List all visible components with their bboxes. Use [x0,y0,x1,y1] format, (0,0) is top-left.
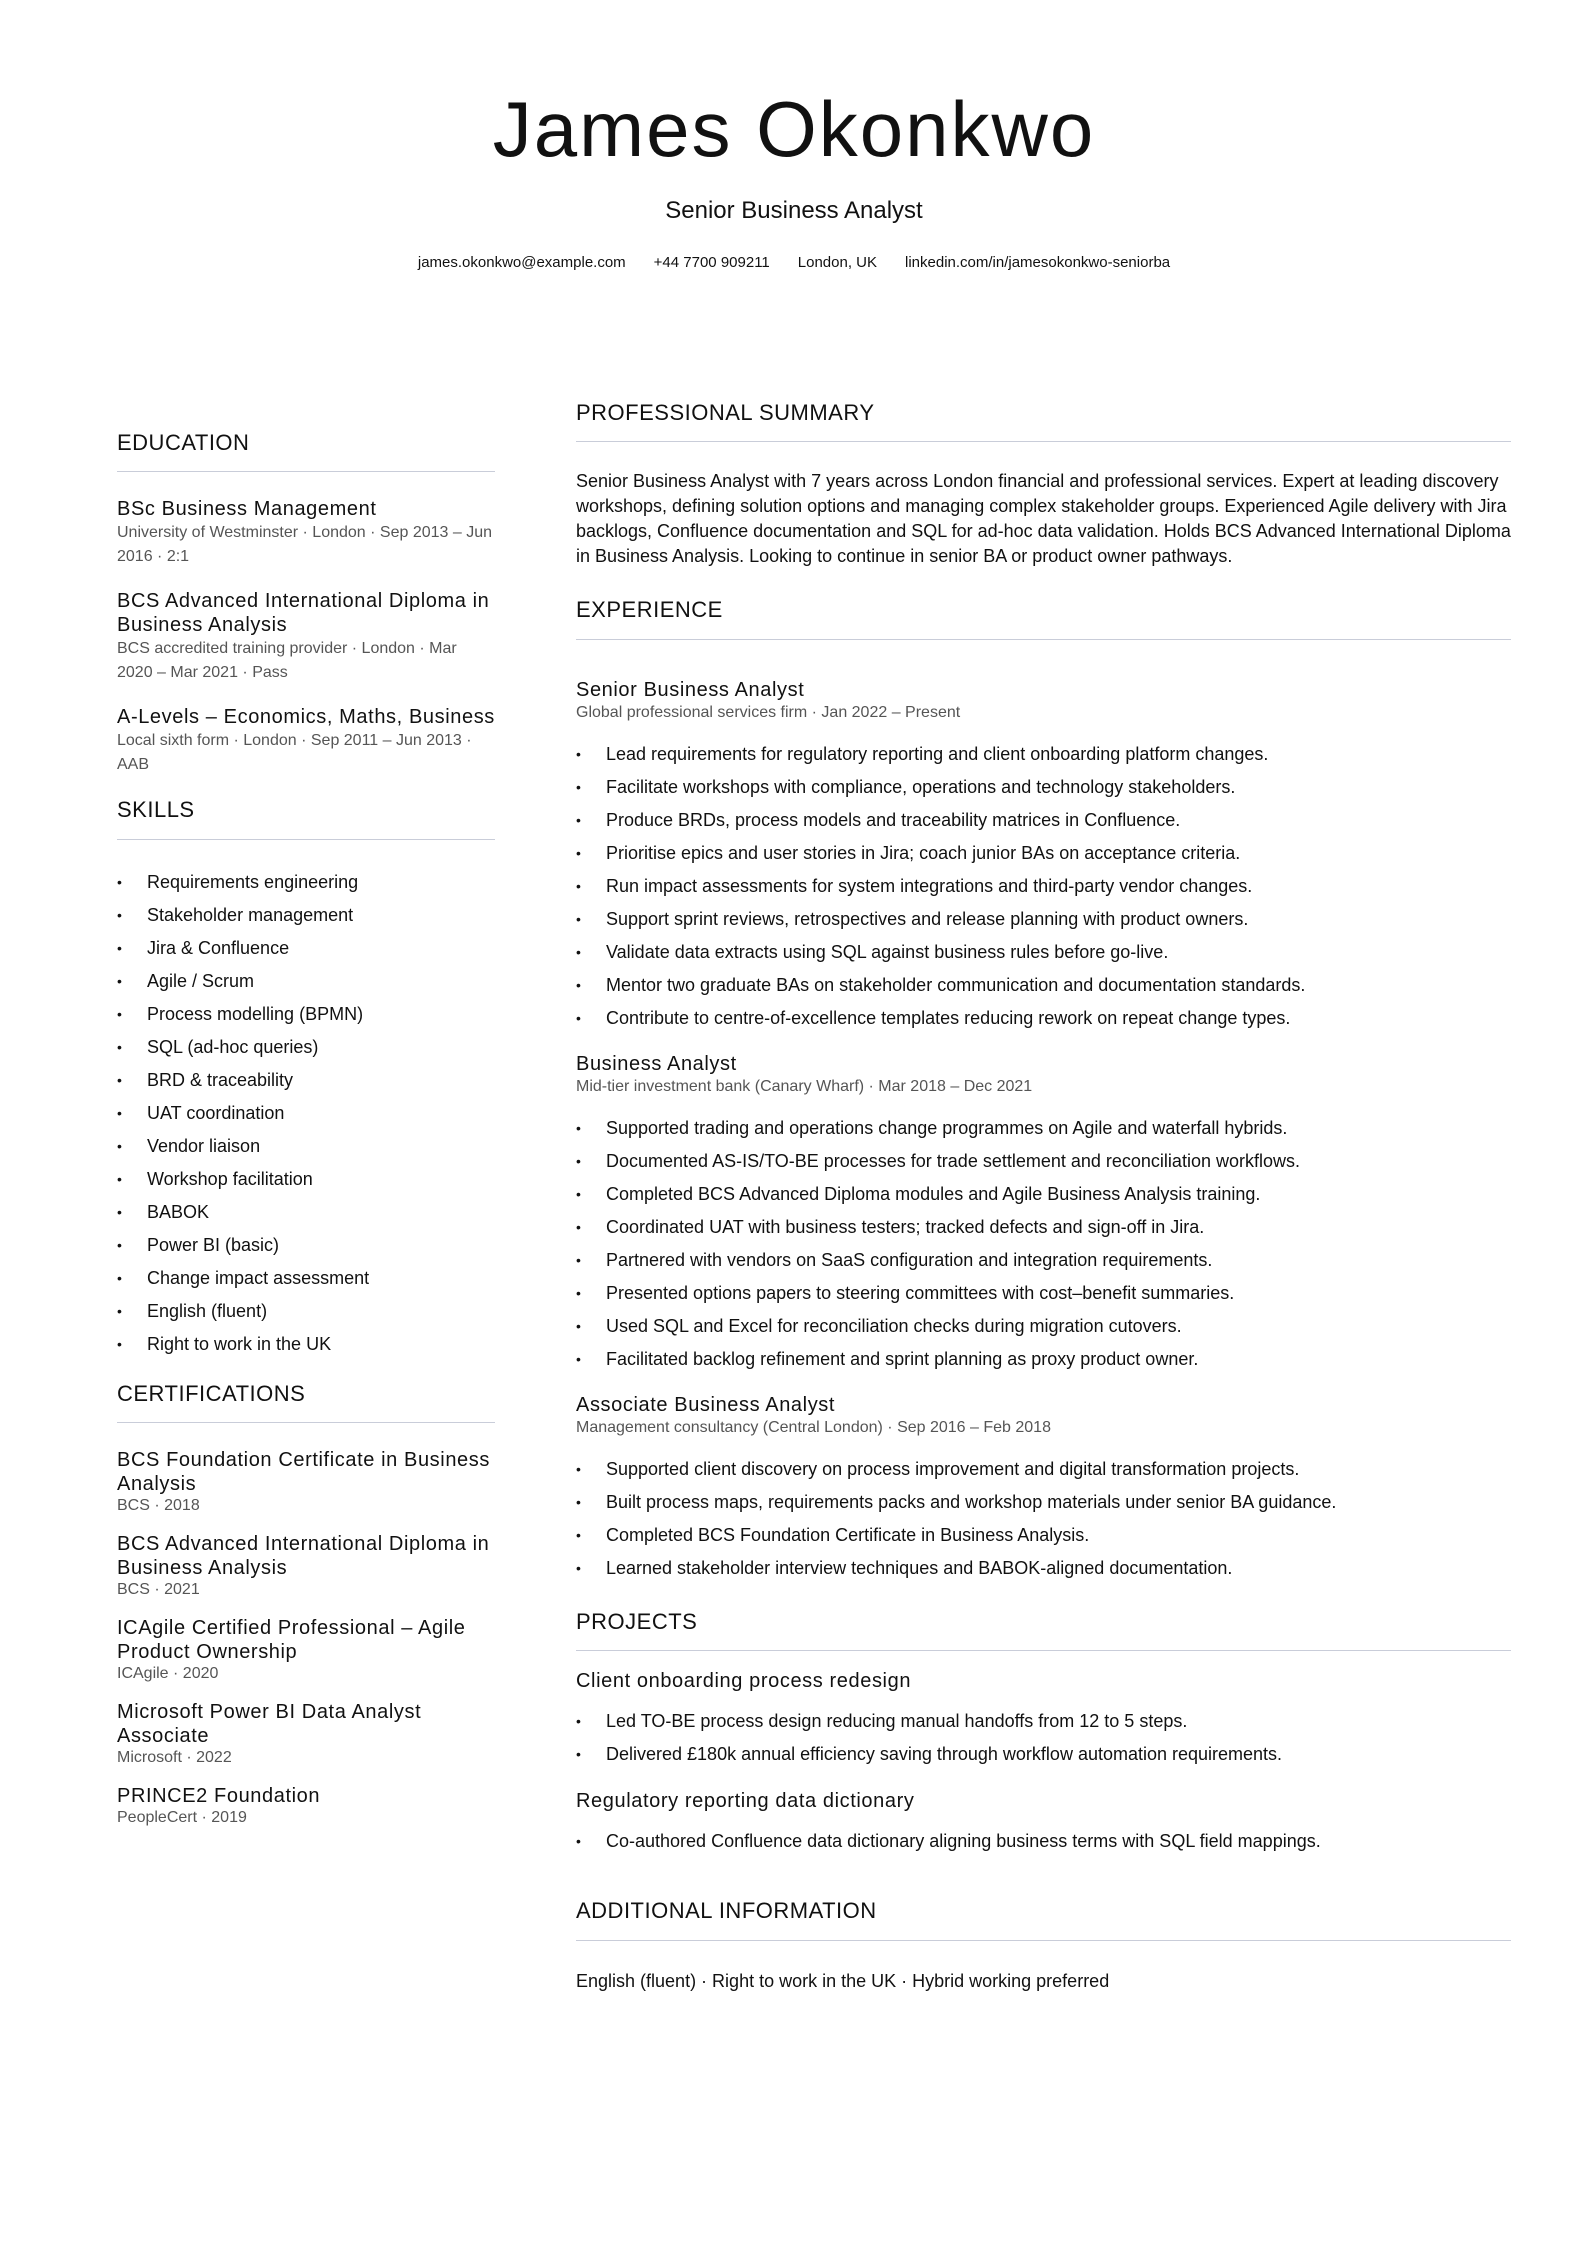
certifications-heading: CERTIFICATIONS [117,1380,306,1406]
bullet-icon: • [117,906,122,923]
bullet-icon: • [117,1005,122,1022]
job-bullet: • Facilitate workshops with compliance, operations and technology stakeholders. [576,771,1511,804]
contact-location: London, UK [797,254,877,271]
skill-item: • Jira & Confluence [117,932,495,965]
certification-title: ICAgile Certified Professional – Agile Product Ownership [117,1617,466,1664]
bullet-icon: • [117,1170,122,1187]
certifications-list [117,1448,495,1828]
job-bullet: • Completed BCS Foundation Certificate in Business Analysis. [576,1519,1511,1552]
job-bullet: • Built process maps, requirements packs and workshop materials under senior BA guidance. [576,1486,1511,1519]
skills-section [117,797,495,1360]
skill-item: • Agile / Scrum [117,965,495,998]
contact-linkedin: linkedin.com/in/jamesokonkwo-seniorba [905,254,1171,271]
job-bullet: • Partnered with vendors on SaaS configuration and integration requirements. [576,1244,1511,1277]
job-bullet: • Coordinated UAT with business testers; tracked defects and sign-off in Jira. [576,1211,1511,1244]
job-bullets [576,738,1511,1035]
bullet-icon: • [117,1203,122,1220]
job-bullet: • Completed BCS Advanced Diploma modules and Agile Business Analysis training. [576,1178,1511,1211]
bullet-icon: • [576,1317,581,1334]
education-list [117,497,495,777]
certification-title: Microsoft Power BI Data Analyst Associate [117,1701,422,1748]
job-bullet: • Learned stakeholder interview techniques and BABOK-aligned documentation. [576,1552,1511,1585]
bullet-icon: • [576,1284,581,1301]
job-bullet: • Facilitated backlog refinement and sprint planning as proxy product owner. [576,1343,1511,1376]
bullet-icon: • [576,1713,581,1730]
skill-item: • UAT coordination [117,1097,495,1130]
job-bullet: • Documented AS-IS/TO-BE processes for trade settlement and reconciliation workflows. [576,1145,1511,1178]
contact-line [0,254,1588,272]
education-item [117,589,495,685]
skill-item: • BABOK [117,1196,495,1229]
job-bullet: • Prioritise epics and user stories in Jira; coach junior BAs on acceptance criteria. [576,837,1511,870]
section-divider [117,1422,495,1423]
candidate-name: James Okonkwo [492,85,1096,173]
certification-title: PRINCE2 Foundation [117,1785,321,1808]
certification-title: BCS Foundation Certificate in Business Analysis [117,1449,490,1496]
skill-item: • Power BI (basic) [117,1229,495,1262]
job-bullet: • Supported trading and operations change programmes on Agile and waterfall hybrids. [576,1112,1511,1145]
certification-item [117,1700,495,1768]
additional-heading: ADDITIONAL INFORMATION [576,1898,877,1924]
project-bullet: • Delivered £180k annual efficiency saving through workflow automation requirements. [576,1738,1511,1771]
section-divider [576,1940,1511,1941]
bullet-icon: • [576,1152,581,1169]
job-bullets [576,1453,1511,1585]
section-divider [576,1650,1511,1651]
contact-email: james.okonkwo@example.com [417,254,626,271]
skills-list [117,866,495,1361]
bullet-icon: • [117,1236,122,1253]
job-bullet: • Validate data extracts using SQL against business rules before go-live. [576,936,1511,969]
right-column [576,400,1511,1994]
bullet-icon: • [117,1335,122,1352]
education-meta: Local sixth form · London · Sep 2011 – Jun 2013 · AAB [117,732,472,774]
bullet-icon: • [576,745,581,762]
certification-meta: Microsoft · 2022 [117,1749,232,1767]
bullet-icon: • [117,972,122,989]
bullet-icon: • [576,1493,581,1510]
job-bullet: • Contribute to centre-of-excellence templates reducing rework on repeat change types. [576,1002,1511,1035]
summary-text: Senior Business Analyst with 7 years across London financial and professional services. Expert at leading discovery workshops, defining solution options and managing complex stakeholder groups. Experienced Agile delivery with Jira backlogs, Confluence documentation and SQL for ad-hoc data validation. Holds BCS Advanced International Diploma in Business Analysis. Looking to continue in senior BA or product owner pathways. [576,471,1511,567]
bullet-icon: • [576,778,581,795]
bullet-icon: • [117,1071,122,1088]
skill-item: • English (fluent) [117,1295,495,1328]
section-divider [576,441,1511,442]
experience-heading: EXPERIENCE [576,597,723,623]
bullet-icon: • [576,1559,581,1576]
job-entry [576,1393,1511,1585]
certification-item [117,1784,495,1828]
certification-meta: BCS · 2018 [117,1497,200,1515]
education-item [117,497,495,569]
left-column [117,430,495,1844]
job-bullet: • Produce BRDs, process models and traceability matrices in Confluence. [576,804,1511,837]
job-meta: Global professional services firm · Jan 2022 – Present [576,703,961,721]
experience-section [576,597,1511,1584]
education-degree: BCS Advanced International Diploma in Business Analysis [117,590,490,637]
certification-item [117,1616,495,1684]
bullet-icon: • [576,1218,581,1235]
section-divider [576,639,1511,640]
certification-item [117,1532,495,1600]
bullet-icon: • [117,1269,122,1286]
job-meta: Mid-tier investment bank (Canary Wharf) · Mar 2018 – Dec 2021 [576,1077,1033,1095]
job-bullet: • Lead requirements for regulatory reporting and client onboarding platform changes. [576,738,1511,771]
contact-phone: +44 7700 909211 [653,254,770,271]
project-entry [576,1789,1511,1858]
bullet-icon: • [576,811,581,828]
bullet-icon: • [576,1185,581,1202]
additional-section [576,1898,1511,1993]
job-bullet: • Run impact assessments for system integrations and third-party vendor changes. [576,870,1511,903]
bullet-icon: • [576,1009,581,1026]
bullet-icon: • [576,1119,581,1136]
job-entry [576,678,1511,1035]
skills-heading: SKILLS [117,797,195,823]
bullet-icon: • [576,943,581,960]
skill-item: • SQL (ad-hoc queries) [117,1031,495,1064]
bullet-icon: • [117,1302,122,1319]
job-title: Senior Business Analyst [576,678,805,701]
bullet-icon: • [117,873,122,890]
bullet-icon: • [576,1251,581,1268]
bullet-icon: • [576,1833,581,1850]
skill-item: • Stakeholder management [117,899,495,932]
job-entry [576,1052,1511,1376]
certification-meta: ICAgile · 2020 [117,1665,219,1683]
project-bullets [576,1705,1511,1771]
certification-meta: BCS · 2021 [117,1581,200,1599]
projects-heading: PROJECTS [576,1608,698,1634]
education-degree: A-Levels – Economics, Maths, Business [117,706,495,729]
project-bullet: • Led TO-BE process design reducing manual handoffs from 12 to 5 steps. [576,1705,1511,1738]
project-title: Regulatory reporting data dictionary [576,1790,915,1813]
bullet-icon: • [117,1038,122,1055]
bullet-icon: • [576,910,581,927]
project-bullets [576,1825,1511,1858]
certification-item [117,1448,495,1516]
skill-item: • Change impact assessment [117,1262,495,1295]
skill-item: • Workshop facilitation [117,1163,495,1196]
candidate-role: Senior Business Analyst [665,197,923,224]
certification-meta: PeopleCert · 2019 [117,1809,247,1827]
bullet-icon: • [117,1137,122,1154]
job-bullet: • Used SQL and Excel for reconciliation checks during migration cutovers. [576,1310,1511,1343]
job-title: Associate Business Analyst [576,1393,836,1416]
additional-text: English (fluent) · Right to work in the UK · Hybrid working preferred [576,1970,1110,1991]
education-item [117,705,495,777]
skill-item: • Process modelling (BPMN) [117,998,495,1031]
summary-heading: PROFESSIONAL SUMMARY [576,400,875,425]
bullet-icon: • [576,877,581,894]
certification-title: BCS Advanced International Diploma in Business Analysis [117,1533,490,1580]
project-title: Client onboarding process redesign [576,1670,912,1693]
education-degree: BSc Business Management [117,498,377,521]
skill-item: • Vendor liaison [117,1130,495,1163]
education-meta: University of Westminster · London · Sep 2013 – Jun 2016 · 2:1 [117,524,492,566]
bullet-icon: • [576,1746,581,1763]
bullet-icon: • [576,1350,581,1367]
bullet-icon: • [576,1460,581,1477]
education-heading: EDUCATION [117,430,250,455]
skill-item: • Requirements engineering [117,866,495,899]
certifications-section [117,1381,495,1828]
section-divider [117,471,495,472]
job-bullet: • Mentor two graduate BAs on stakeholder communication and documentation standards. [576,969,1511,1002]
job-bullet: • Supported client discovery on process improvement and digital transformation projects. [576,1453,1511,1486]
skill-item: • BRD & traceability [117,1064,495,1097]
bullet-icon: • [576,976,581,993]
project-entry [576,1669,1511,1771]
section-divider [117,839,495,840]
bullet-icon: • [576,844,581,861]
bullet-icon: • [117,1104,122,1121]
education-meta: BCS accredited training provider · London · Mar 2020 – Mar 2021 · Pass [117,640,457,682]
project-bullet: • Co-authored Confluence data dictionary aligning business terms with SQL field mappings. [576,1825,1511,1858]
job-title: Business Analyst [576,1052,737,1075]
projects-section [576,1609,1511,1858]
job-bullet: • Presented options papers to steering committees with cost–benefit summaries. [576,1277,1511,1310]
bullet-icon: • [576,1526,581,1543]
education-section [117,430,495,777]
job-bullets [576,1112,1511,1376]
bullet-icon: • [117,939,122,956]
skill-item: • Right to work in the UK [117,1328,495,1361]
summary-section [576,400,1511,569]
job-bullet: • Support sprint reviews, retrospectives and release planning with product owners. [576,903,1511,936]
job-meta: Management consultancy (Central London) · Sep 2016 – Feb 2018 [576,1418,1051,1436]
